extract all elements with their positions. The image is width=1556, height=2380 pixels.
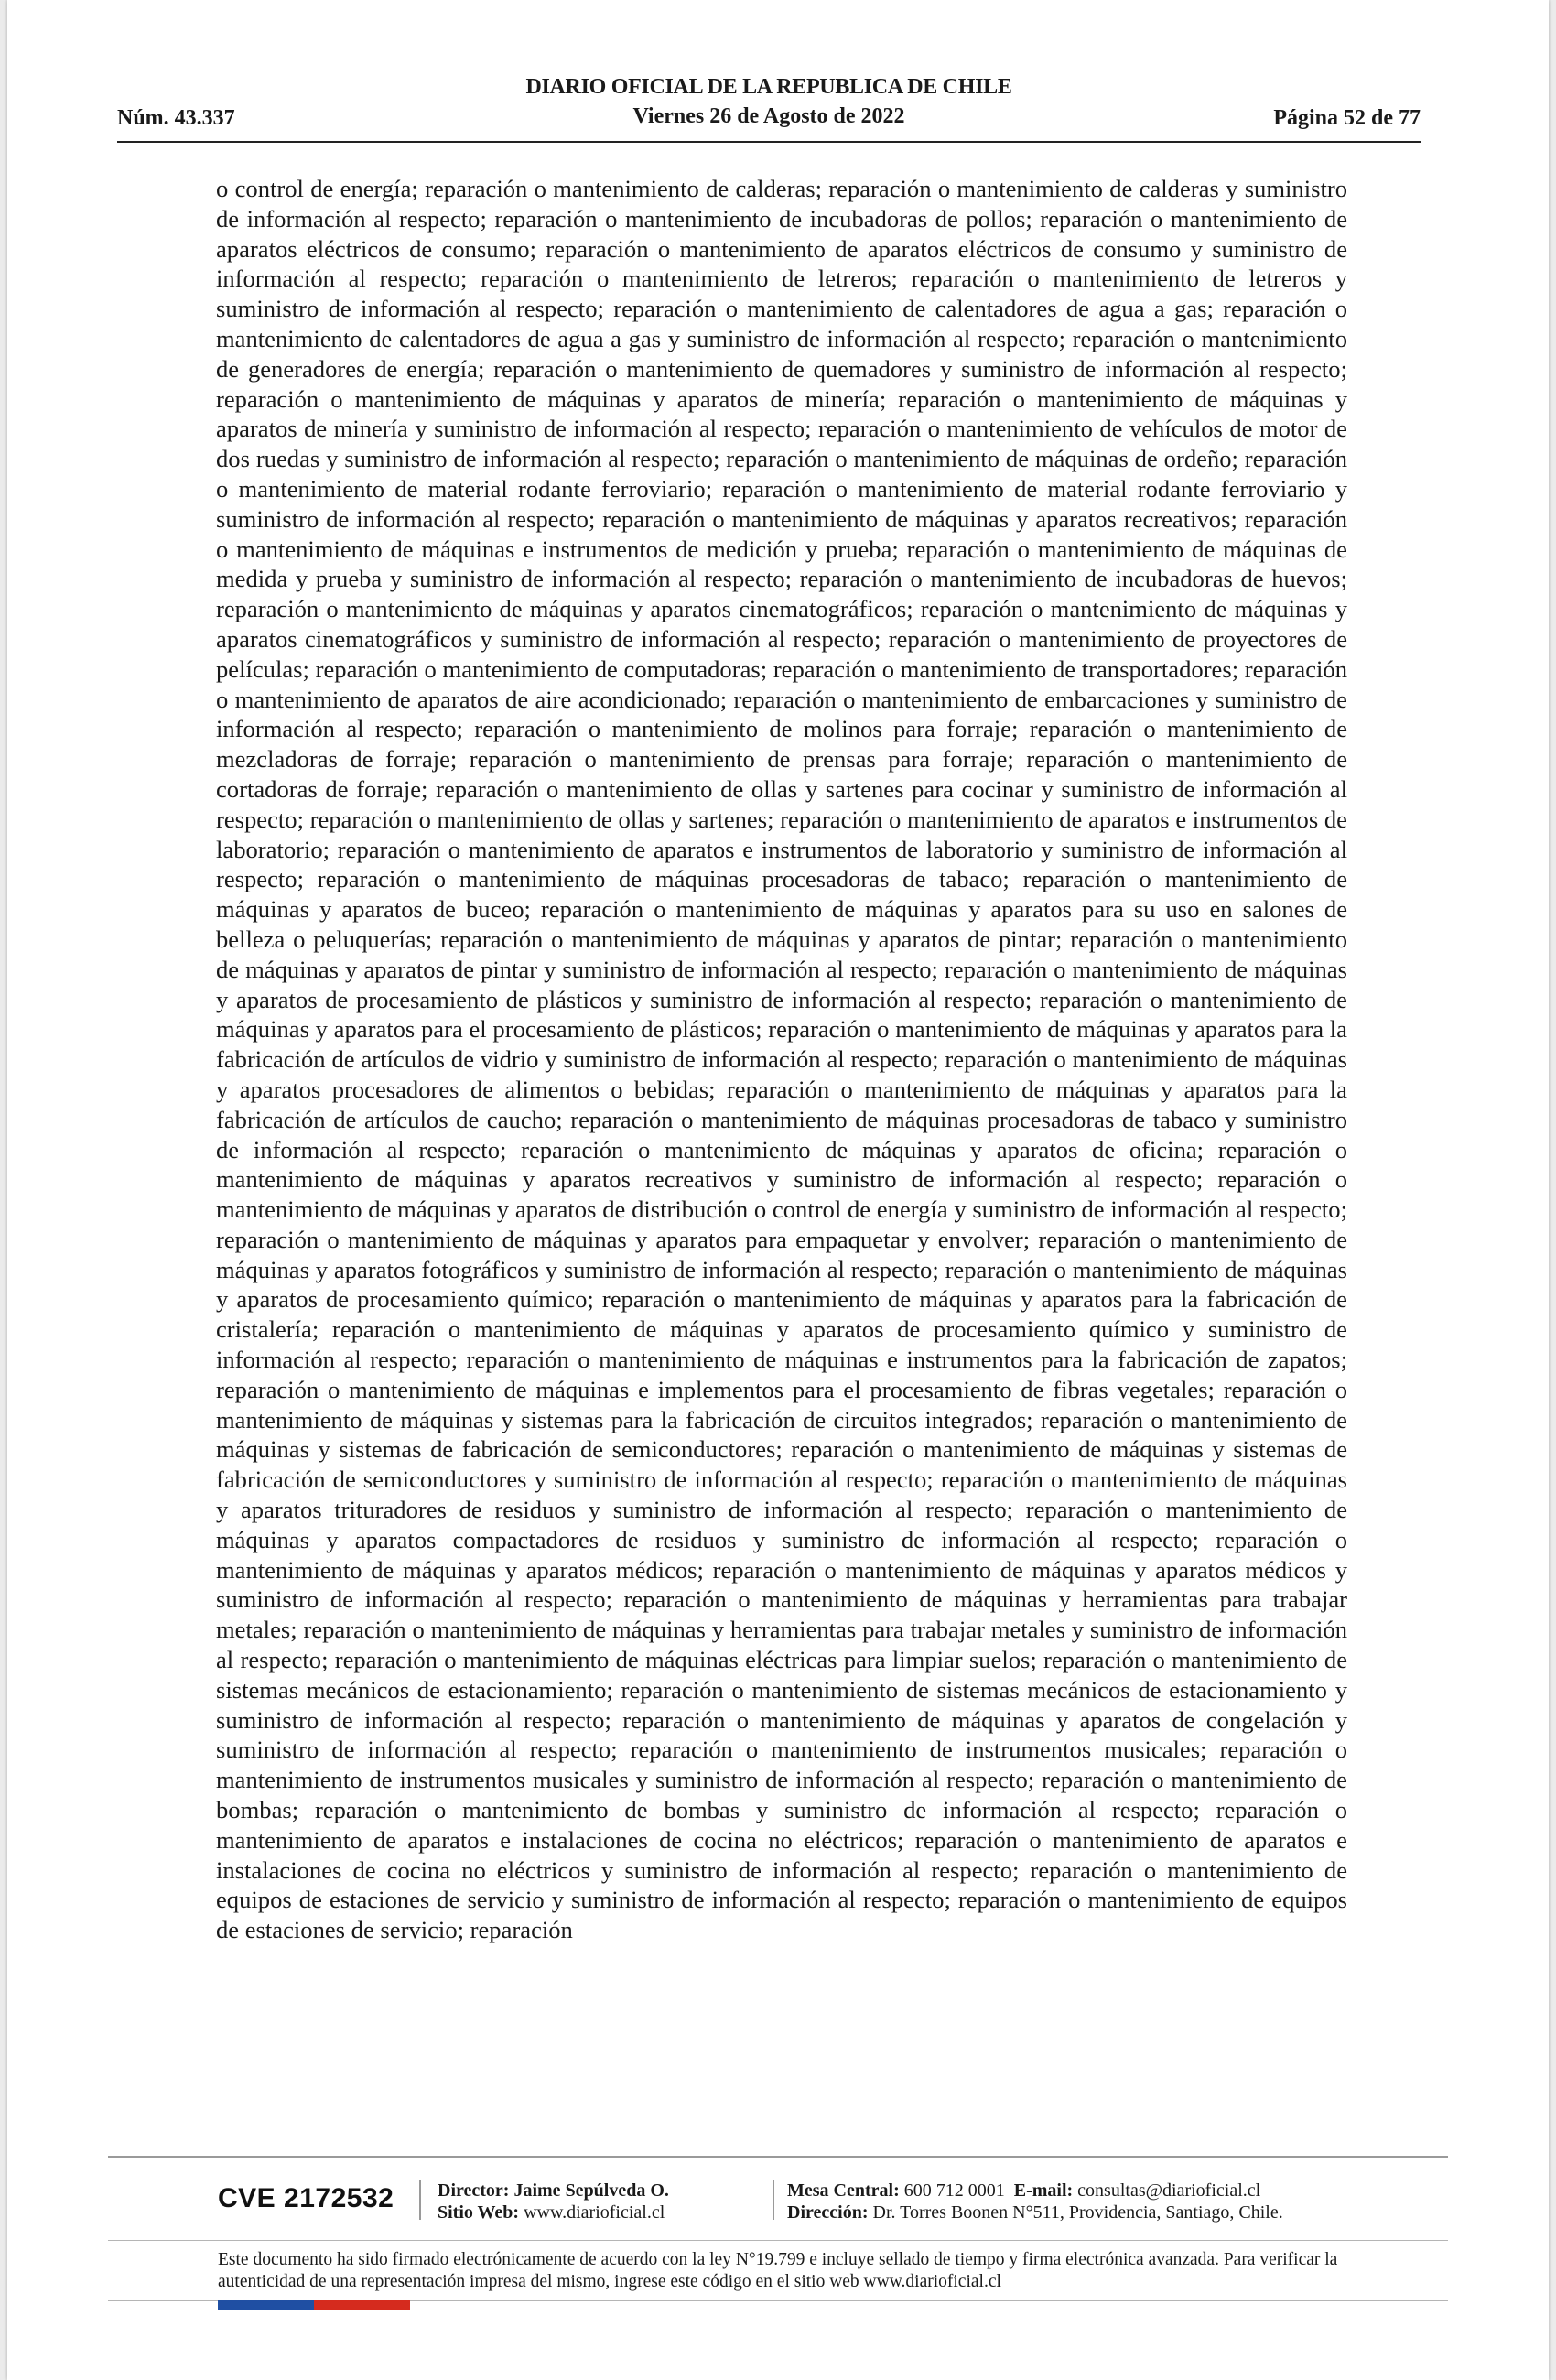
footer-separator bbox=[419, 2180, 421, 2220]
director-label: Director: bbox=[438, 2180, 510, 2201]
body-paragraph: o control de energía; reparación o mantenimiento de calderas; reparación o mantenimiento de calderas y suministro de información al respecto; reparación o mantenimiento de incubadoras de pollos; reparación o mantenimiento de aparatos eléctricos de consumo; reparación o mantenimiento de aparatos eléctricos de consumo y suministro de información al respecto; reparación o mantenimiento de letreros; reparación o mantenimiento de letreros y suministro de información al respecto; reparación o mantenimiento de calentadores de agua a gas; reparación o mantenimiento de calentadores de agua a gas y suministro de información al respecto; reparación o mantenimiento de generadores de energía; reparación o mantenimiento de quemadores y suministro de información al respecto; reparación o mantenimiento de máquinas y aparatos de minería; reparación o mantenimiento de máquinas y aparatos de minería y suministro de información al respecto; reparación o mantenimiento de vehículos de motor de dos ruedas y suministro de información al respecto; reparación o mantenimiento de máquinas de ordeño; reparación o mantenimiento de material rodante ferroviario; reparación o mantenimiento de material rodante ferroviario y suministro de información al respecto; reparación o mantenimiento de máquinas y aparatos recreativos; reparación o mantenimiento de máquinas e instrumentos de medición y prueba; reparación o mantenimiento de máquinas de medida y prueba y suministro de información al respecto; reparación o mantenimiento de incubadoras de huevos; reparación o mantenimiento de máquinas y aparatos cinematográficos; reparación o mantenimiento de máquinas y aparatos cinematográficos y suministro de información al respecto; reparación o mantenimiento de proyectores de películas; reparación o mantenimiento de computadoras; reparación o mantenimiento de transportadores; reparación o mantenimiento de aparatos de aire acondicionado; reparación o mantenimiento de embarcaciones y suministro de información al respecto; reparación o mantenimiento de molinos para forraje; reparación o mantenimiento de mezcladoras de forraje; reparación o mantenimiento de prensas para forraje; reparación o mantenimiento de cortadoras de forraje; reparación o mantenimiento de ollas y sartenes para cocinar y suministro de información al respecto; reparación o mantenimiento de ollas y sartenes; reparación o mantenimiento de aparatos e instrumentos de laboratorio; reparación o mantenimiento de aparatos e instrumentos de laboratorio y suministro de información al respecto; reparación o mantenimiento de máquinas procesadoras de tabaco; reparación o mantenimiento de máquinas y aparatos de buceo; reparación o mantenimiento de máquinas y aparatos para su uso en salones de belleza o peluquerías; reparación o mantenimiento de máquinas y aparatos de pintar; reparación o mantenimiento de máquinas y aparatos de pintar y suministro de información al respecto; reparación o mantenimiento de máquinas y aparatos de procesamiento de plásticos y suministro de información al respecto; reparación o mantenimiento de máquinas y aparatos para el procesamiento de plásticos; reparación o mantenimiento de máquinas y aparatos para la fabricación de artículos de vidrio y suministro de información al respecto; reparación o mantenimiento de máquinas y aparatos procesadores de alimentos o bebidas; reparación o mantenimiento de máquinas y aparatos para la fabricación de artículos de caucho; reparación o mantenimiento de máquinas procesadoras de tabaco y suministro de información al respecto; reparación o mantenimiento de máquinas y aparatos de oficina; reparación o mantenimiento de máquinas y aparatos recreativos y suministro de información al respecto; reparación o mantenimiento de máquinas y aparatos de distribución o control de energía y suministro de información al respecto; reparación o mantenimiento de máquinas y aparatos para empaquetar y envolver; reparación o mantenimiento de máquinas y aparatos fotográficos y suministro de información al respecto; reparación o mantenimiento de máquinas y aparatos de procesamiento químico; reparación o mantenimiento de máquinas y aparatos para la fabricación de cristalería; reparación o mantenimiento de máquinas y aparatos de procesamiento químico y suministro de información al respecto; reparación o mantenimiento de máquinas e instrumentos para la fabricación de zapatos; reparación o mantenimiento de máquinas e implementos para el procesamiento de fibras vegetales; reparación o mantenimiento de máquinas y sistemas para la fabricación de circuitos integrados; reparación o mantenimiento de máquinas y sistemas de fabricación de semiconductores; reparación o mantenimiento de máquinas y sistemas de fabricación de semiconductores y suministro de información al respecto; reparación o mantenimiento de máquinas y aparatos trituradores de residuos y suministro de información al respecto; reparación o mantenimiento de máquinas y aparatos compactadores de residuos y suministro de información al respecto; reparación o mantenimiento de máquinas y aparatos médicos; reparación o mantenimiento de máquinas y aparatos médicos y suministro de información al respecto; reparación o mantenimiento de máquinas y herramientas para trabajar metales; reparación o mantenimiento de máquinas y herramientas para trabajar metales y suministro de información al respecto; reparación o mantenimiento de máquinas eléctricas para limpiar suelos; reparación o mantenimiento de sistemas mecánicos de estacionamiento; reparación o mantenimiento de sistemas mecánicos de estacionamiento y suministro de información al respecto; reparación o mantenimiento de máquinas y aparatos de congelación y suministro de información al respecto; reparación o mantenimiento de instrumentos musicales; reparación o mantenimiento de instrumentos musicales y suministro de información al respecto; reparación o mantenimiento de bombas; reparación o mantenimiento de bombas y suministro de información al respecto; reparación o mantenimiento de aparatos e instalaciones de cocina no eléctricos; reparación o mantenimiento de aparatos e instalaciones de cocina no eléctricos y suministro de información al respecto; reparación o mantenimiento de equipos de estaciones de servicio y suministro de información al respecto; reparación o mantenimiento de equipos de estaciones de servicio; reparación bbox=[216, 175, 1347, 1944]
website-link[interactable]: www.diarioficial.cl bbox=[524, 2202, 665, 2223]
flag-blue-segment bbox=[218, 2300, 314, 2310]
email-link[interactable]: consultas@diarioficial.cl bbox=[1077, 2180, 1261, 2201]
email-label: E-mail: bbox=[1013, 2180, 1074, 2201]
phone-label: Mesa Central: bbox=[787, 2180, 900, 2201]
flag-stripe bbox=[218, 2300, 410, 2310]
page-indicator: Página 52 de 77 bbox=[1273, 106, 1421, 130]
phone-number: 600 712 0001 bbox=[903, 2180, 1005, 2201]
address-label: Dirección: bbox=[787, 2202, 869, 2223]
issue-number: Núm. 43.337 bbox=[117, 106, 235, 130]
footer-divider-middle bbox=[108, 2240, 1448, 2241]
footer-divider-top bbox=[108, 2156, 1448, 2158]
footer-separator bbox=[773, 2180, 774, 2220]
signature-notice: Este documento ha sido firmado electrónicamente de acuerdo con la ley N°19.799 e incluye sellado de tiempo y firma electrónica avanzada. Para verificar la autenticidad de una representación impresa del mismo, ingrese este código en el sitio web www.diarioficial.cl bbox=[218, 2250, 1338, 2291]
flag-red-segment bbox=[314, 2300, 410, 2310]
director-name: Jaime Sepúlveda O. bbox=[513, 2180, 669, 2201]
header-divider bbox=[117, 141, 1421, 143]
issue-date: Viernes 26 de Agosto de 2022 bbox=[632, 104, 905, 128]
footer-info-row bbox=[108, 2172, 1448, 2227]
cve-code: CVE 2172532 bbox=[218, 2183, 394, 2213]
page-header bbox=[117, 75, 1421, 146]
newspaper-title: DIARIO OFICIAL DE LA REPUBLICA DE CHILE bbox=[525, 75, 1012, 99]
website-label: Sitio Web: bbox=[438, 2202, 520, 2223]
footer-contact-block bbox=[787, 2180, 1283, 2223]
address-text: Dr. Torres Boonen N°511, Providencia, Santiago, Chile. bbox=[872, 2202, 1283, 2223]
footer-director-block bbox=[438, 2180, 669, 2223]
document-page bbox=[7, 0, 1549, 2380]
